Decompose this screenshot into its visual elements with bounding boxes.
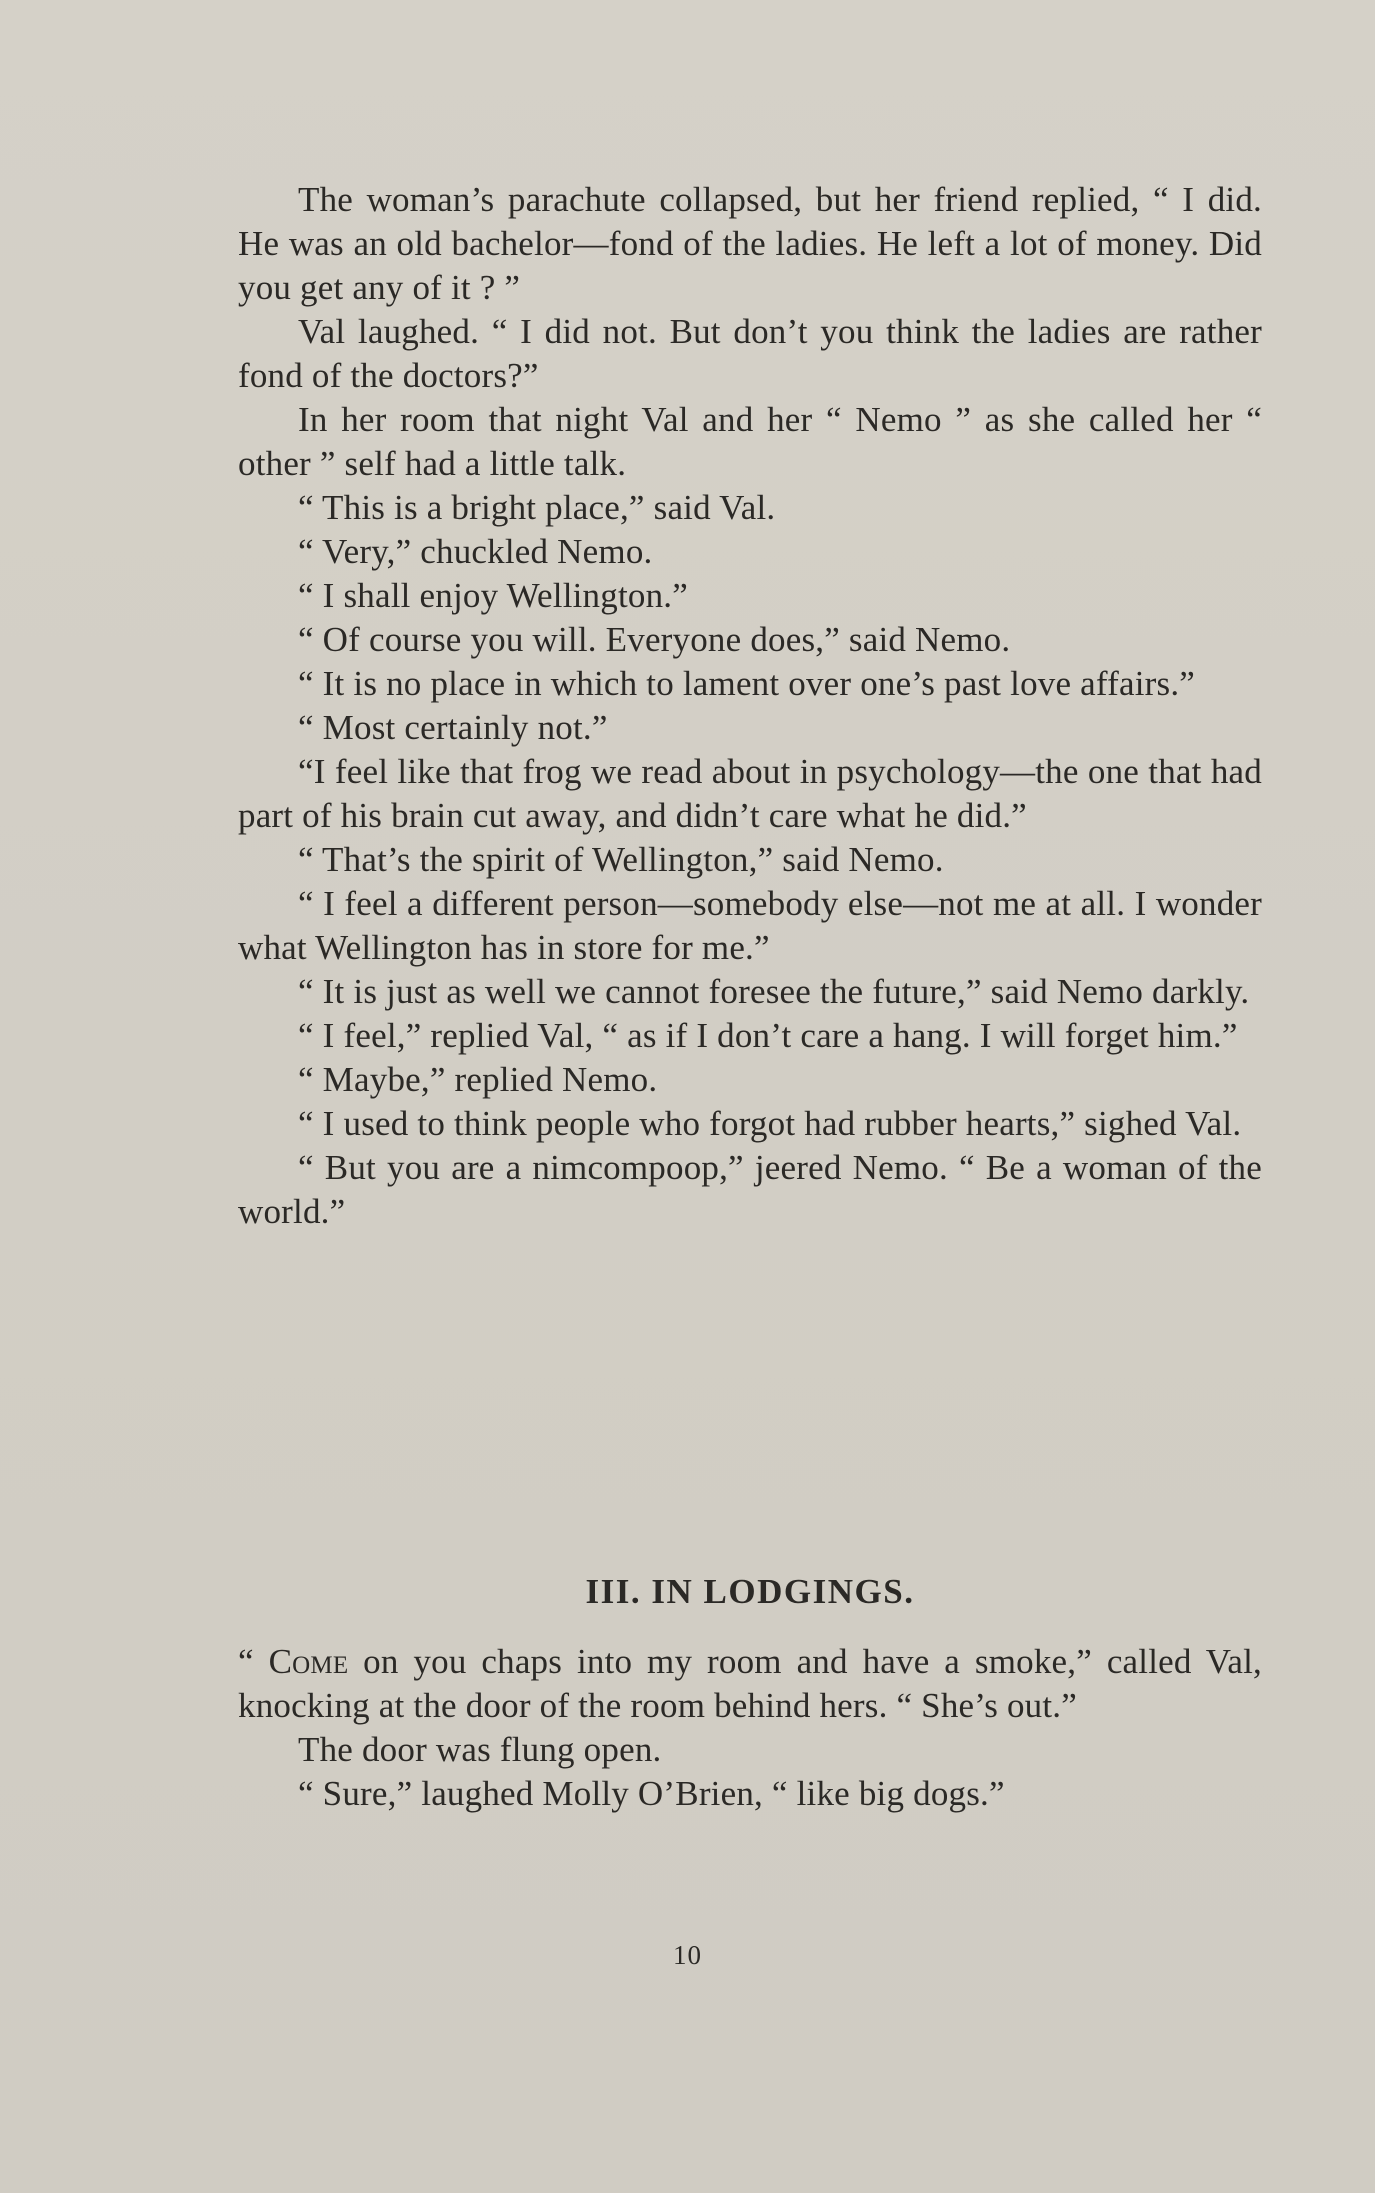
paragraph: “ I used to think people who forgot had rubber hearts,” sighed Val. xyxy=(298,1104,1242,1143)
paragraph: Val laughed. “ I did not. But don’t you think the ladies are rather fond of the doctors?” xyxy=(238,312,1262,395)
paragraph-rest: on you chaps into my room and have a smoke,” called Val, knocking at the door of the room behind hers. “ She’s out.” xyxy=(238,1642,1263,1725)
paragraph: “ This is a bright place,” said Val. xyxy=(298,488,776,527)
paragraph: “I feel like that frog we read about in psychology—the one that had part of his brain cut away, and didn’t care what he did.” xyxy=(238,752,1262,835)
paragraph: “ It is just as well we cannot foresee the future,” said Nemo darkly. xyxy=(298,972,1250,1011)
body-text xyxy=(238,178,1262,1234)
paragraph: “ But you are a nimcompoop,” jeered Nemo. “ Be a woman of the world.” xyxy=(238,1148,1262,1231)
paragraph: “ Of course you will. Everyone does,” said Nemo. xyxy=(298,620,1011,659)
chapter-heading: III. IN LODGINGS. xyxy=(585,1572,915,1611)
chapter-body-text xyxy=(238,1640,1262,1816)
chapter-paragraph: The door was flung open. xyxy=(298,1730,662,1769)
chapter-paragraph xyxy=(238,1640,1262,1728)
paragraph: “ It is no place in which to lament over one’s past love affairs.” xyxy=(298,664,1196,703)
paragraph: In her room that night Val and her “ Nemo ” as she called her “ other ” self had a little talk. xyxy=(238,400,1262,483)
drop-word: Come xyxy=(268,1642,349,1681)
paragraph: “ I shall enjoy Wellington.” xyxy=(298,576,688,615)
paragraph: The woman’s parachute collapsed, but her friend replied, “ I did. He was an old bachelor—fond of the ladies. He left a lot of money. Did you get any of it ? ” xyxy=(238,180,1262,307)
paragraph: “ Most certainly not.” xyxy=(298,708,608,747)
open-quote: “ xyxy=(238,1642,269,1681)
paragraph: “ Very,” chuckled Nemo. xyxy=(298,532,653,571)
page-number: 10 xyxy=(673,1940,702,1970)
paragraph: “ I feel a different person—somebody else—not me at all. I wonder what Wellington has in store for me.” xyxy=(238,884,1262,967)
paragraph: “ Maybe,” replied Nemo. xyxy=(298,1060,658,1099)
chapter-paragraph: “ Sure,” laughed Molly O’Brien, “ like big dogs.” xyxy=(298,1774,1005,1813)
paragraph: “ That’s the spirit of Wellington,” said Nemo. xyxy=(298,840,944,879)
paragraph: “ I feel,” replied Val, “ as if I don’t care a hang. I will forget him.” xyxy=(298,1016,1238,1055)
